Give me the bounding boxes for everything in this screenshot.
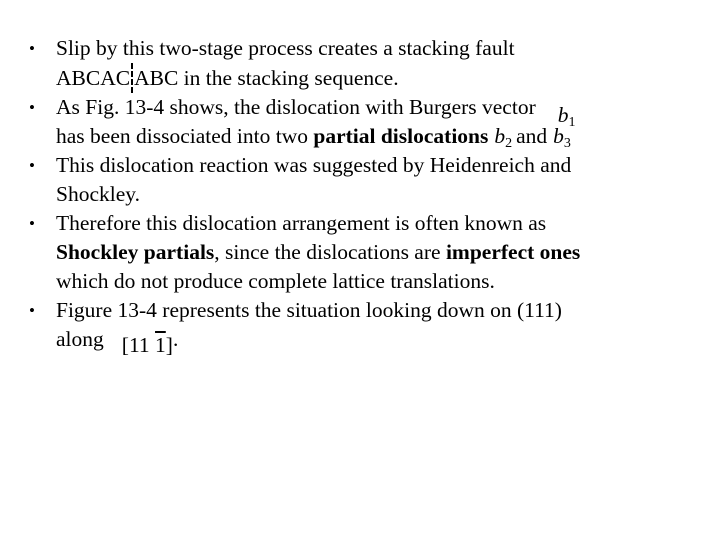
burgers-vector-b2 bbox=[494, 122, 512, 151]
bold-term: Shockley partials bbox=[56, 240, 215, 264]
bullet-icon: • bbox=[29, 301, 35, 320]
math-symbol: b bbox=[494, 124, 506, 148]
bullet-shockley-partials bbox=[26, 209, 706, 296]
math-symbol: b bbox=[553, 124, 564, 148]
bullet-text: , since the dislocations are bbox=[214, 240, 446, 264]
burgers-vector-b1 bbox=[558, 101, 576, 130]
miller-open: [11 bbox=[121, 333, 156, 357]
bullet-stacking-fault bbox=[26, 34, 706, 93]
bold-term: imperfect ones bbox=[445, 240, 581, 264]
bullet-text: As Fig. 13-4 shows, the dislocation with Burgers vector bbox=[56, 95, 536, 119]
bullet-text-line: which do not produce complete lattice translations. bbox=[56, 269, 495, 293]
bullet-text: and bbox=[516, 124, 548, 148]
miller-bar-index: 1 bbox=[155, 333, 166, 357]
stacking-seq-before: ABCAC bbox=[56, 66, 131, 90]
miller-close: ] bbox=[165, 333, 173, 357]
bullet-text-line bbox=[56, 325, 706, 357]
bullet-text-line: Figure 13-4 represents the situation looking down on (111) bbox=[56, 298, 562, 322]
math-subscript: 1 bbox=[568, 115, 576, 130]
bullet-list bbox=[26, 34, 706, 357]
math-subscript: 2 bbox=[505, 136, 513, 151]
bullet-text: has been dissociated into two bbox=[56, 124, 314, 148]
bullet-text-line: Shockley. bbox=[56, 182, 140, 206]
bullet-heidenreich bbox=[26, 151, 706, 209]
math-subscript: 3 bbox=[563, 136, 571, 151]
bullet-text: . bbox=[172, 327, 179, 351]
stacking-fault-marker bbox=[131, 63, 133, 93]
bullet-icon: • bbox=[29, 214, 35, 233]
stacking-seq-after: ABC in the stacking sequence. bbox=[134, 66, 399, 90]
bullet-text-line: This dislocation reaction was suggested by Heidenreich and bbox=[56, 153, 572, 177]
math-symbol: b bbox=[557, 103, 569, 127]
bullet-text-line bbox=[56, 238, 706, 267]
bullet-icon: • bbox=[29, 39, 35, 58]
bullet-icon: • bbox=[29, 156, 35, 175]
bullet-burgers-vector bbox=[26, 93, 706, 151]
bullet-text-line bbox=[56, 93, 706, 130]
bullet-text-line: Slip by this two-stage process creates a stacking fault bbox=[56, 36, 515, 60]
bullet-text: along bbox=[56, 327, 104, 351]
bold-term: partial dislocations bbox=[313, 124, 489, 148]
miller-direction bbox=[122, 331, 173, 360]
bullet-text-line: Therefore this dislocation arrangement is often known as bbox=[56, 211, 547, 235]
bullet-icon: • bbox=[29, 98, 35, 117]
bullet-figure-direction bbox=[26, 296, 706, 357]
bullet-text-line bbox=[56, 122, 706, 151]
bullet-text-line bbox=[56, 63, 706, 93]
